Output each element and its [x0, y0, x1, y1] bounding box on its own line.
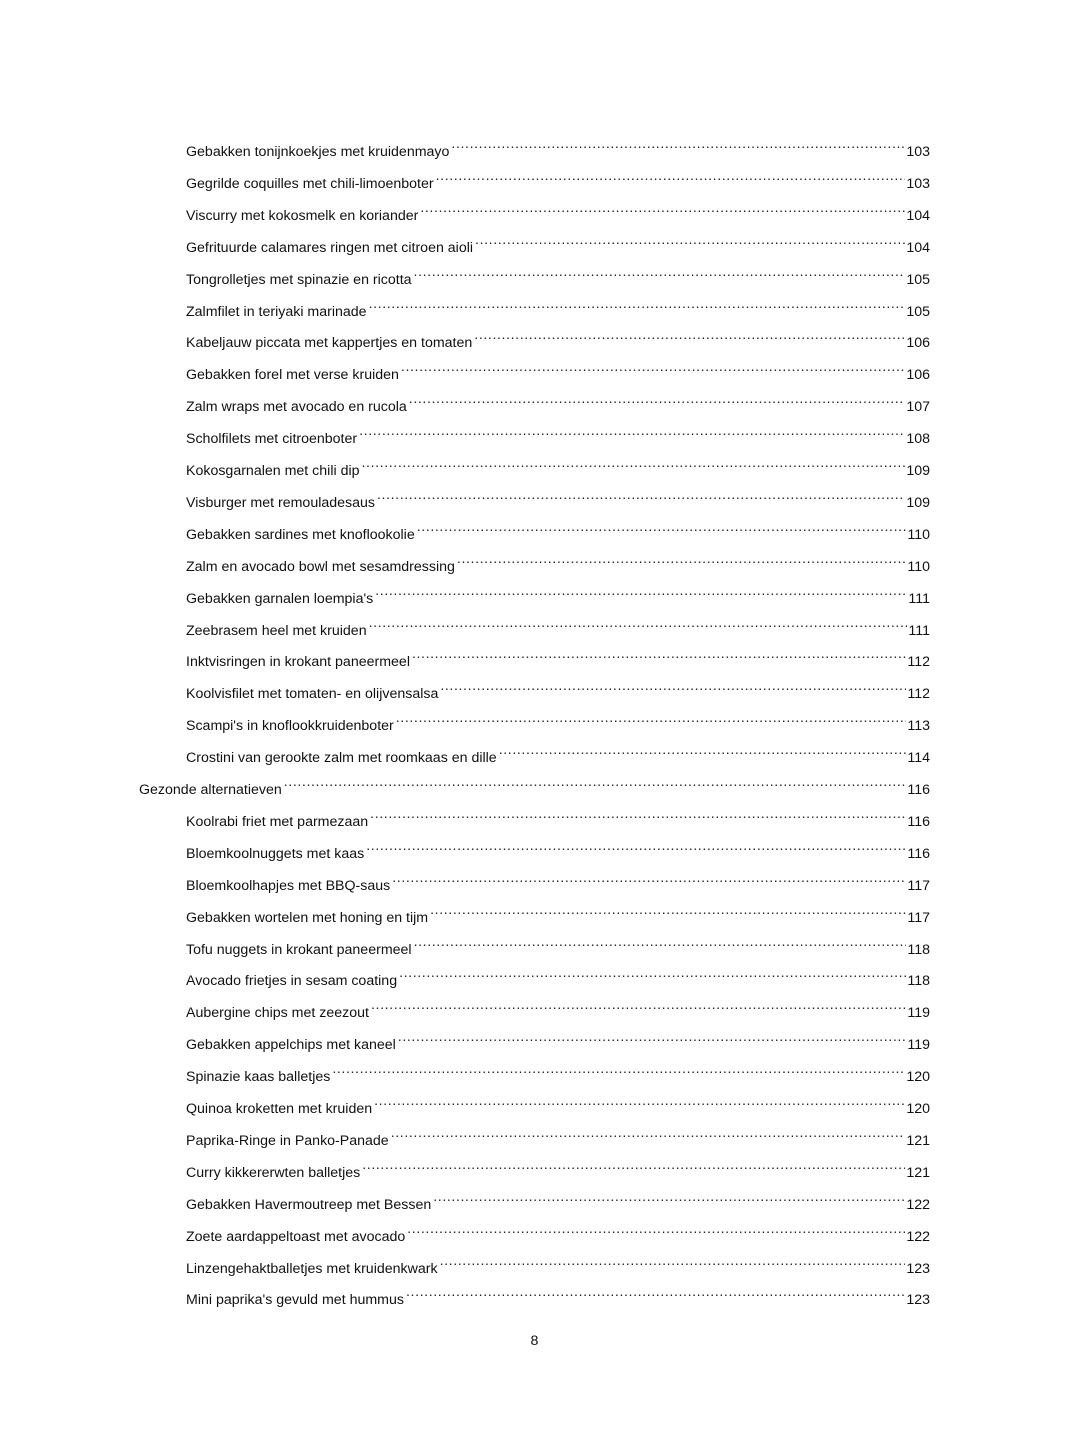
toc-entry-page-number: 121 [906, 1132, 930, 1149]
toc-entry-title: Zeebrasem heel met kruiden [186, 622, 367, 639]
toc-entry[interactable] [186, 323, 930, 352]
toc-entry-title: Gebakken sardines met knoflookolie [186, 526, 415, 543]
toc-entry[interactable] [186, 642, 930, 671]
toc-entry-title: Zalm wraps met avocado en rucola [186, 399, 407, 416]
toc-entry-page-number: 108 [906, 431, 930, 448]
toc-entry-title: Gegrilde coquilles met chili-limoenboter [186, 175, 434, 192]
toc-entry-page-number: 121 [906, 1164, 930, 1181]
toc-entry-page-number: 110 [907, 558, 930, 575]
toc-dot-leader [392, 866, 906, 890]
toc-dot-leader [414, 930, 907, 954]
toc-entry-title: Gebakken tonijnkoekjes met kruidenmayo [186, 144, 450, 160]
toc-entry-title: Crostini van gerookte zalm met roomkaas en dille [186, 750, 497, 767]
toc-entry-title: Paprika-Ringe in Panko-Panade [186, 1132, 389, 1149]
toc-entry-title: Koolvisfilet met tomaten- en olijvensalsa [186, 686, 439, 703]
toc-dot-leader [362, 1153, 905, 1177]
toc-dot-leader [377, 483, 905, 507]
toc-dot-leader [391, 1121, 906, 1145]
toc-entry-title: Bloemkoolhapjes met BBQ-saus [186, 877, 391, 894]
toc-entry[interactable] [186, 611, 930, 639]
toc-entry-page-number: 112 [907, 654, 930, 671]
toc-dot-leader [396, 706, 907, 730]
toc-entry[interactable] [186, 387, 930, 416]
toc-dot-leader [359, 419, 905, 443]
toc-dot-leader [369, 611, 908, 635]
toc-entry[interactable] [186, 355, 930, 384]
toc-entry[interactable] [186, 419, 930, 448]
toc-entry[interactable] [186, 1121, 930, 1149]
toc-dot-leader [375, 579, 907, 603]
toc-dot-leader [457, 547, 906, 571]
toc-dot-leader [401, 355, 905, 379]
toc-entry[interactable] [186, 579, 930, 607]
toc-entry[interactable] [186, 164, 930, 192]
toc-entry-page-number: 104 [906, 239, 930, 256]
toc-entry[interactable] [186, 228, 930, 256]
toc-entry-page-number: 123 [906, 1260, 930, 1277]
toc-dot-leader [398, 1025, 907, 1049]
toc-dot-leader [499, 738, 907, 762]
toc-dot-leader [440, 674, 906, 698]
toc-entry[interactable] [186, 738, 930, 767]
toc-entry-title: Kokosgarnalen met chili dip [186, 463, 360, 479]
toc-entry[interactable] [186, 292, 930, 320]
toc-entry-title: Viscurry met kokosmelk en koriander [186, 207, 419, 224]
toc-dot-leader [366, 834, 906, 858]
toc-dot-leader [440, 1249, 906, 1273]
toc-entry-page-number: 117 [907, 877, 930, 894]
toc-dot-leader [433, 1185, 905, 1209]
toc-entry[interactable] [186, 866, 930, 894]
toc-entry-title: Zalmfilet in teriyaki marinade [186, 303, 367, 320]
toc-entry[interactable] [186, 930, 930, 958]
toc-entry-page-number: 114 [907, 750, 930, 767]
toc-entry[interactable] [186, 1057, 930, 1086]
toc-entry-page-number: 119 [907, 1005, 930, 1022]
toc-dot-leader [430, 898, 906, 922]
toc-entry-page-number: 111 [908, 590, 930, 607]
page-number: 8 [530, 1333, 539, 1349]
toc-entry-page-number: 118 [907, 941, 930, 958]
toc-entry-title: Visburger met remouladesaus [186, 494, 376, 511]
toc-entry[interactable] [186, 451, 930, 479]
toc-dot-leader [409, 387, 906, 411]
toc-entry-page-number: 110 [907, 526, 930, 543]
toc-entry-title: Zoete aardappeltoast met avocado [186, 1228, 406, 1245]
toc-entry-title: Scampi's in knoflookkruidenboter [186, 718, 394, 735]
toc-entry-title: Gezonde alternatieven [139, 782, 282, 798]
toc-dot-leader [370, 802, 906, 826]
toc-entry-title: Tofu nuggets in krokant paneermeel [186, 941, 412, 958]
toc-dot-leader [451, 132, 905, 156]
toc-entry[interactable] [186, 260, 930, 288]
toc-entry-title: Tongrolletjes met spinazie en ricotta [186, 271, 412, 288]
toc-entry-title: Zalm en avocado bowl met sesamdressing [186, 558, 455, 575]
toc-entry-page-number: 116 [907, 813, 930, 830]
toc-entry-page-number: 113 [907, 718, 930, 735]
toc-entry-page-number: 116 [907, 845, 930, 862]
toc-entry-page-number: 105 [906, 271, 930, 288]
toc-entry-page-number: 106 [906, 367, 930, 384]
toc-entry-page-number: 109 [906, 463, 930, 479]
toc-entry-title: Avocado frietjes in sesam coating [186, 973, 398, 990]
toc-entry-title: Kabeljauw piccata met kappertjes en tomaten [186, 335, 473, 352]
toc-entry[interactable] [186, 1025, 930, 1054]
toc-entry-page-number: 117 [907, 909, 930, 926]
toc-entry[interactable] [186, 961, 930, 990]
toc-dot-leader [414, 260, 906, 284]
toc-dot-leader [374, 1089, 905, 1113]
toc-entry-title: Gebakken forel met verse kruiden [186, 367, 399, 384]
toc-entry[interactable] [186, 993, 930, 1022]
toc-dot-leader [362, 451, 906, 475]
toc-entry[interactable] [186, 1280, 930, 1309]
toc-entry[interactable] [186, 132, 930, 160]
toc-dot-leader [412, 642, 906, 666]
toc-entry[interactable] [186, 515, 930, 543]
toc-entry-title: Bloemkoolnuggets met kaas [186, 845, 365, 862]
toc-entry-page-number: 109 [906, 494, 930, 511]
toc-entry-page-number: 118 [907, 973, 930, 990]
toc-entry[interactable] [186, 547, 930, 575]
toc-entry-page-number: 120 [906, 1101, 930, 1117]
toc-entry[interactable] [186, 1153, 930, 1181]
toc-dot-leader [406, 1280, 905, 1304]
toc-entry-page-number: 120 [906, 1069, 930, 1086]
toc-entry-page-number: 105 [906, 303, 930, 320]
toc-entry-title: Gebakken wortelen met honing en tijm [186, 909, 429, 926]
toc-entry-page-number: 111 [908, 622, 930, 639]
toc-entry-title: Gebakken Havermoutreep met Bessen [186, 1196, 432, 1213]
toc-entry-page-number: 116 [907, 782, 930, 798]
toc-entry-page-number: 104 [906, 207, 930, 224]
toc-entry-title: Mini paprika's gevuld met hummus [186, 1292, 404, 1309]
toc-entry-title: Aubergine chips met zeezout [186, 1005, 369, 1022]
toc-entry[interactable] [186, 1217, 930, 1245]
toc-entry-page-number: 103 [906, 175, 930, 192]
toc-entry-title: Quinoa kroketten met kruiden [186, 1101, 373, 1117]
toc-dot-leader [407, 1217, 905, 1241]
toc-dot-leader [371, 993, 906, 1017]
toc-entry-page-number: 103 [906, 144, 930, 160]
toc-entry[interactable] [186, 802, 930, 830]
toc-entry-title: Koolrabi friet met parmezaan [186, 813, 369, 830]
toc-dot-leader [436, 164, 906, 188]
toc-entry-page-number: 122 [906, 1196, 930, 1213]
toc-dot-leader [332, 1057, 905, 1081]
toc-entry[interactable] [186, 898, 930, 926]
toc-dot-leader [399, 961, 906, 985]
toc-dot-leader [475, 228, 905, 252]
toc-entry[interactable] [186, 1089, 930, 1117]
toc-entry[interactable] [186, 674, 930, 703]
toc-entry-title: Gefrituurde calamares ringen met citroen aioli [186, 239, 474, 256]
toc-entry[interactable] [186, 834, 930, 862]
toc-dot-leader [369, 292, 906, 316]
toc-entry[interactable] [186, 196, 930, 224]
toc-entry-title: Inktvisringen in krokant paneermeel [186, 654, 410, 671]
toc-entry-title: Scholfilets met citroenboter [186, 431, 358, 448]
toc-dot-leader [420, 196, 905, 220]
toc-dot-leader [417, 515, 907, 539]
toc-dot-leader [284, 770, 907, 794]
toc-entry-title: Gebakken garnalen loempia's [186, 590, 374, 607]
toc-entry-title: Curry kikkererwten balletjes [186, 1164, 361, 1181]
toc-entry-page-number: 107 [906, 399, 930, 416]
toc-entry-page-number: 123 [906, 1292, 930, 1309]
toc-dot-leader [474, 323, 905, 347]
toc-entry-title: Gebakken appelchips met kaneel [186, 1037, 396, 1054]
toc-entry-page-number: 106 [906, 335, 930, 352]
toc-entry-title: Linzengehaktballetjes met kruidenkwark [186, 1260, 438, 1277]
toc-entry[interactable] [186, 1185, 930, 1213]
toc-section-heading[interactable] [139, 770, 930, 798]
toc-entry-page-number: 122 [906, 1228, 930, 1245]
toc-entry[interactable] [186, 1249, 930, 1277]
toc-entry[interactable] [186, 483, 930, 511]
toc-entry-page-number: 119 [907, 1037, 930, 1054]
toc-entry[interactable] [186, 706, 930, 735]
toc-entry-page-number: 112 [907, 686, 930, 703]
toc-entry-title: Spinazie kaas balletjes [186, 1069, 331, 1086]
